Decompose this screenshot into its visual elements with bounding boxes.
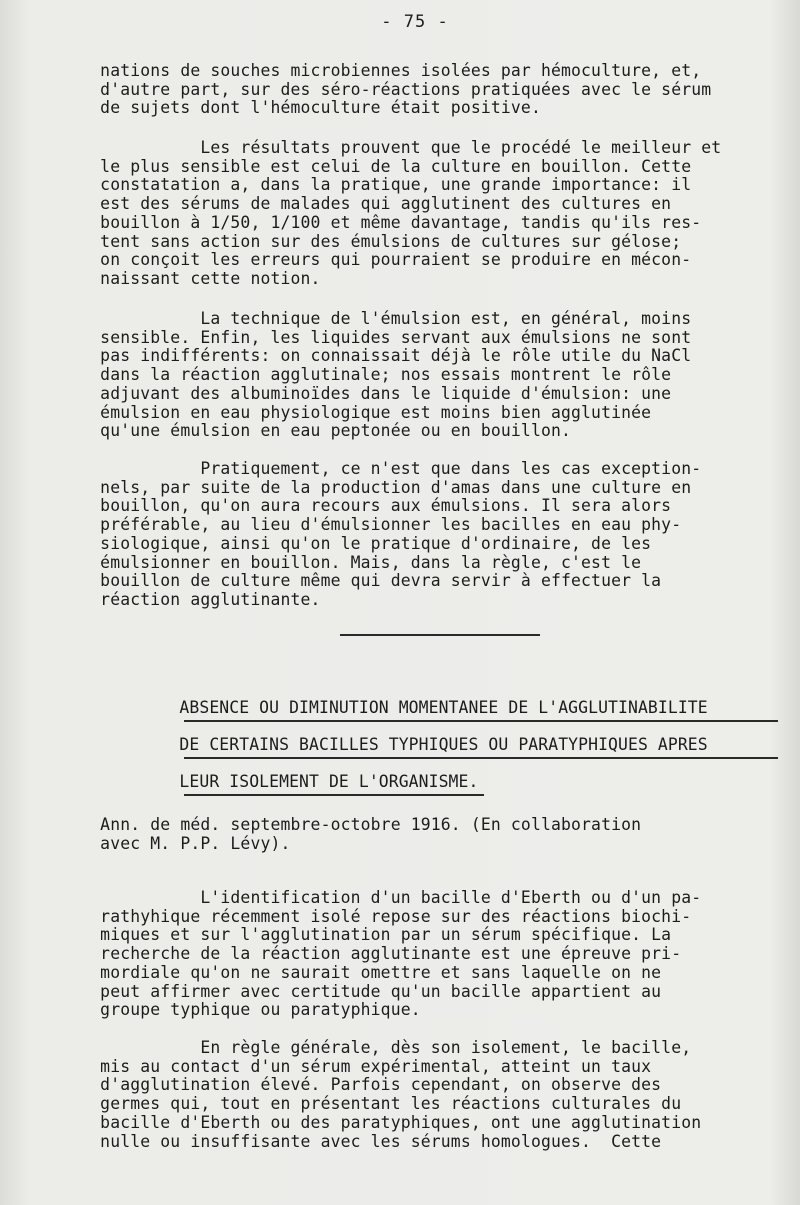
page-number: - 75 - xyxy=(381,12,449,32)
section-heading-line-1: ABSENCE OU DIMINUTION MOMENTANEE DE L'AGGLUTINABILITE xyxy=(0,698,708,717)
heading-underline-3 xyxy=(184,794,484,796)
paragraph-6: En règle générale, dès son isolement, le bacille, mis au contact d'un sérum expérimental, atteint un taux d'agglutination élevé. Parfois cependant, on observe des germes qui, tout en présentant les réactions culturales du bacille d'Eberth ou des paratyphiques, ont une agglutination nulle ou insuffisante avec les sérums homologues. Cette xyxy=(100,1038,702,1151)
citation: Ann. de méd. septembre-octobre 1916. (En collaboration avec M. P.P. Lévy). xyxy=(100,815,642,853)
paragraph-1: nations de souches microbiennes isolées par hémoculture, et, d'autre part, sur des séro-réactions pratiquées avec le sérum de sujets dont l'hémoculture était positive. xyxy=(100,61,712,118)
heading-underline-1 xyxy=(184,720,778,722)
section-heading-line-3: LEUR ISOLEMENT DE L'ORGANISME. xyxy=(0,772,479,791)
section-separator xyxy=(340,634,540,636)
paragraph-2: Les résultats prouvent que le procédé le meilleur et le plus sensible est celui de la culture en bouillon. Cette constatation a, dans la pratique, une grande importance: il est des sérums de malades qui agglutinent des cultures en bouillon à 1/50, 1/100 et même davantage, tandis qu'ils res- tent sans action sur des émulsions de cultures sur gélose; on conçoit les erreurs qui pourraient se produire en mécon- naissant cette notion. xyxy=(100,138,722,288)
paragraph-5: L'identification d'un bacille d'Eberth ou d'un pa- rathyhique récemment isolé repose sur des réactions biochi- miques et sur l'agglutination par un sérum spécifique. La recherche de la réaction agglutinante est une épreuve pri- mordiale qu'on ne saurait omettre et sans laquelle on ne peut affirmer avec certitude qu'un bacille appartient au groupe typhique ou paratyphique. xyxy=(100,888,702,1020)
paragraph-3: La technique de l'émulsion est, en général, moins sensible. Enfin, les liquides servant aux émulsions ne sont pas indifférents: on connaissait déjà le rôle utile du NaCl dans la réaction agglutinale; nos essais montrent le rôle adjuvant des albuminoïdes dans le liquide d'émulsion: une émulsion en eau physiologique est moins bien agglutinée qu'une émulsion en eau peptonée ou en bouillon. xyxy=(100,309,692,441)
section-heading-line-2: DE CERTAINS BACILLES TYPHIQUES OU PARATYPHIQUES APRES xyxy=(0,735,708,754)
paragraph-4: Pratiquement, ce n'est que dans les cas exception- nels, par suite de la production d'amas dans une culture en bouillon, qu'on aura recours aux émulsions. Il sera alors préférable, au lieu d'émulsionner les bacilles en eau phy- siologique, ainsi qu'on le pratique d'ordinaire, de les émulsionner en bouillon. Mais, dans la règle, c'est le bouillon de culture même qui devra servir à effectuer la réaction agglutinante. xyxy=(100,459,702,609)
heading-underline-2 xyxy=(184,757,778,759)
